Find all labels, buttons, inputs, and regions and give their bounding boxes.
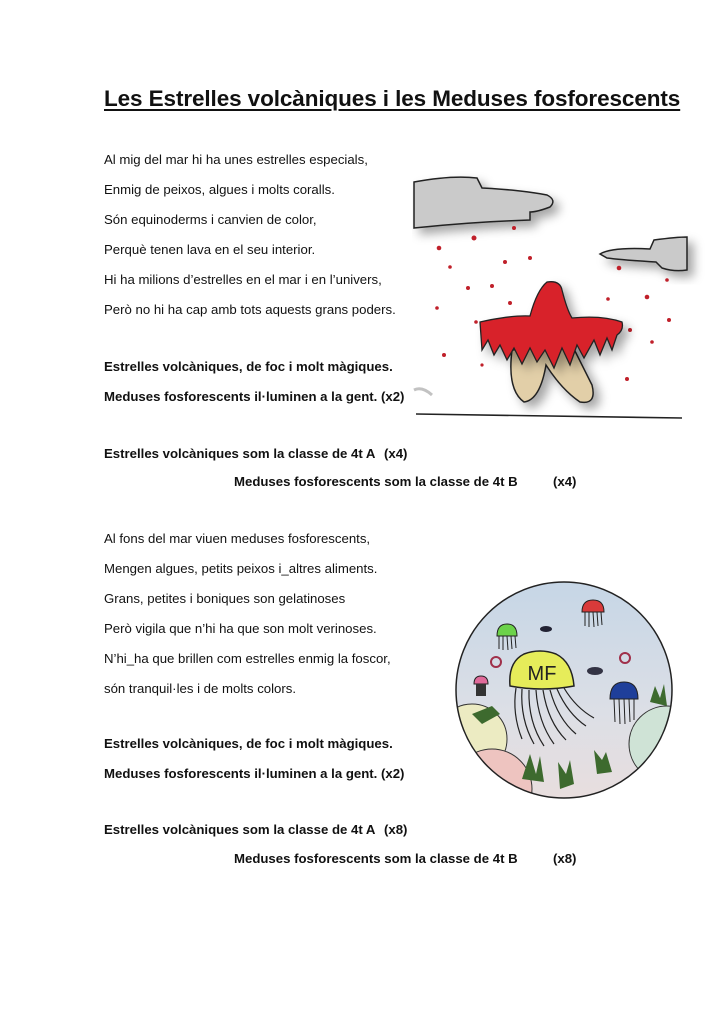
badge-label: MF <box>527 663 557 685</box>
verse1-line: Són equinoderms i canvien de color, <box>104 212 317 227</box>
starfish-lava <box>480 282 622 368</box>
refrain1-a-text: Estrelles volcàniques som la classe de 4t A <box>104 446 376 461</box>
refrain2-b-repeat: (x8) <box>553 851 577 866</box>
song-title: Les Estrelles volcàniques i les Meduses fosforescents <box>104 86 681 111</box>
verse2-line: són tranquil·les i de molts colors. <box>104 681 297 696</box>
chorus2-line: Meduses fosforescents il·luminen a la gent. (x2) <box>104 766 405 781</box>
chorus2-line: Estrelles volcàniques, de foc i molt màgiques. <box>104 736 393 751</box>
verse1-line: Enmig de peixos, algues i molts coralls. <box>104 182 335 197</box>
verse2-line: Grans, petites i boniques son gelatinoses <box>104 591 346 606</box>
refrain2-a-text: Estrelles volcàniques som la classe de 4t A <box>104 822 376 837</box>
verse1-line: Hi ha milions d’estrelles en el mar i en l’univers, <box>104 272 382 287</box>
verse1-line: Al mig del mar hi ha unes estrelles especials, <box>104 152 368 167</box>
starfish-illustration <box>412 150 724 425</box>
verse2-line: Però vigila que n’hi ha que son molt verinoses. <box>104 621 377 636</box>
verse2-line: Mengen algues, petits peixos i_altres aliments. <box>104 561 378 576</box>
cloud-shape <box>414 177 553 228</box>
verse1-line: Però no hi ha cap amb tots aquests grans poders. <box>104 302 396 317</box>
refrain1-a-repeat: (x4) <box>384 446 408 461</box>
refrain2-b-text: Meduses fosforescents som la classe de 4t B <box>234 851 518 866</box>
refrain2-a-repeat: (x8) <box>384 822 408 837</box>
refrain1-b-repeat: (x4) <box>553 474 577 489</box>
chorus1-line: Meduses fosforescents il·luminen a la gent. (x2) <box>104 389 405 404</box>
cloud-shape <box>600 237 687 271</box>
jellyfish-badge-illustration <box>452 574 688 806</box>
jellyfish-small <box>474 676 488 696</box>
verse2-line: N’hi_ha que brillen com estrelles enmig la foscor, <box>104 651 391 666</box>
chorus1-line: Estrelles volcàniques, de foc i molt màgiques. <box>104 359 393 374</box>
verse2-line: Al fons del mar viuen meduses fosforescents, <box>104 531 371 546</box>
verse1-line: Perquè tenen lava en el seu interior. <box>104 242 316 257</box>
refrain1-b-text: Meduses fosforescents som la classe de 4t B <box>234 474 518 489</box>
ground-line <box>416 414 682 418</box>
